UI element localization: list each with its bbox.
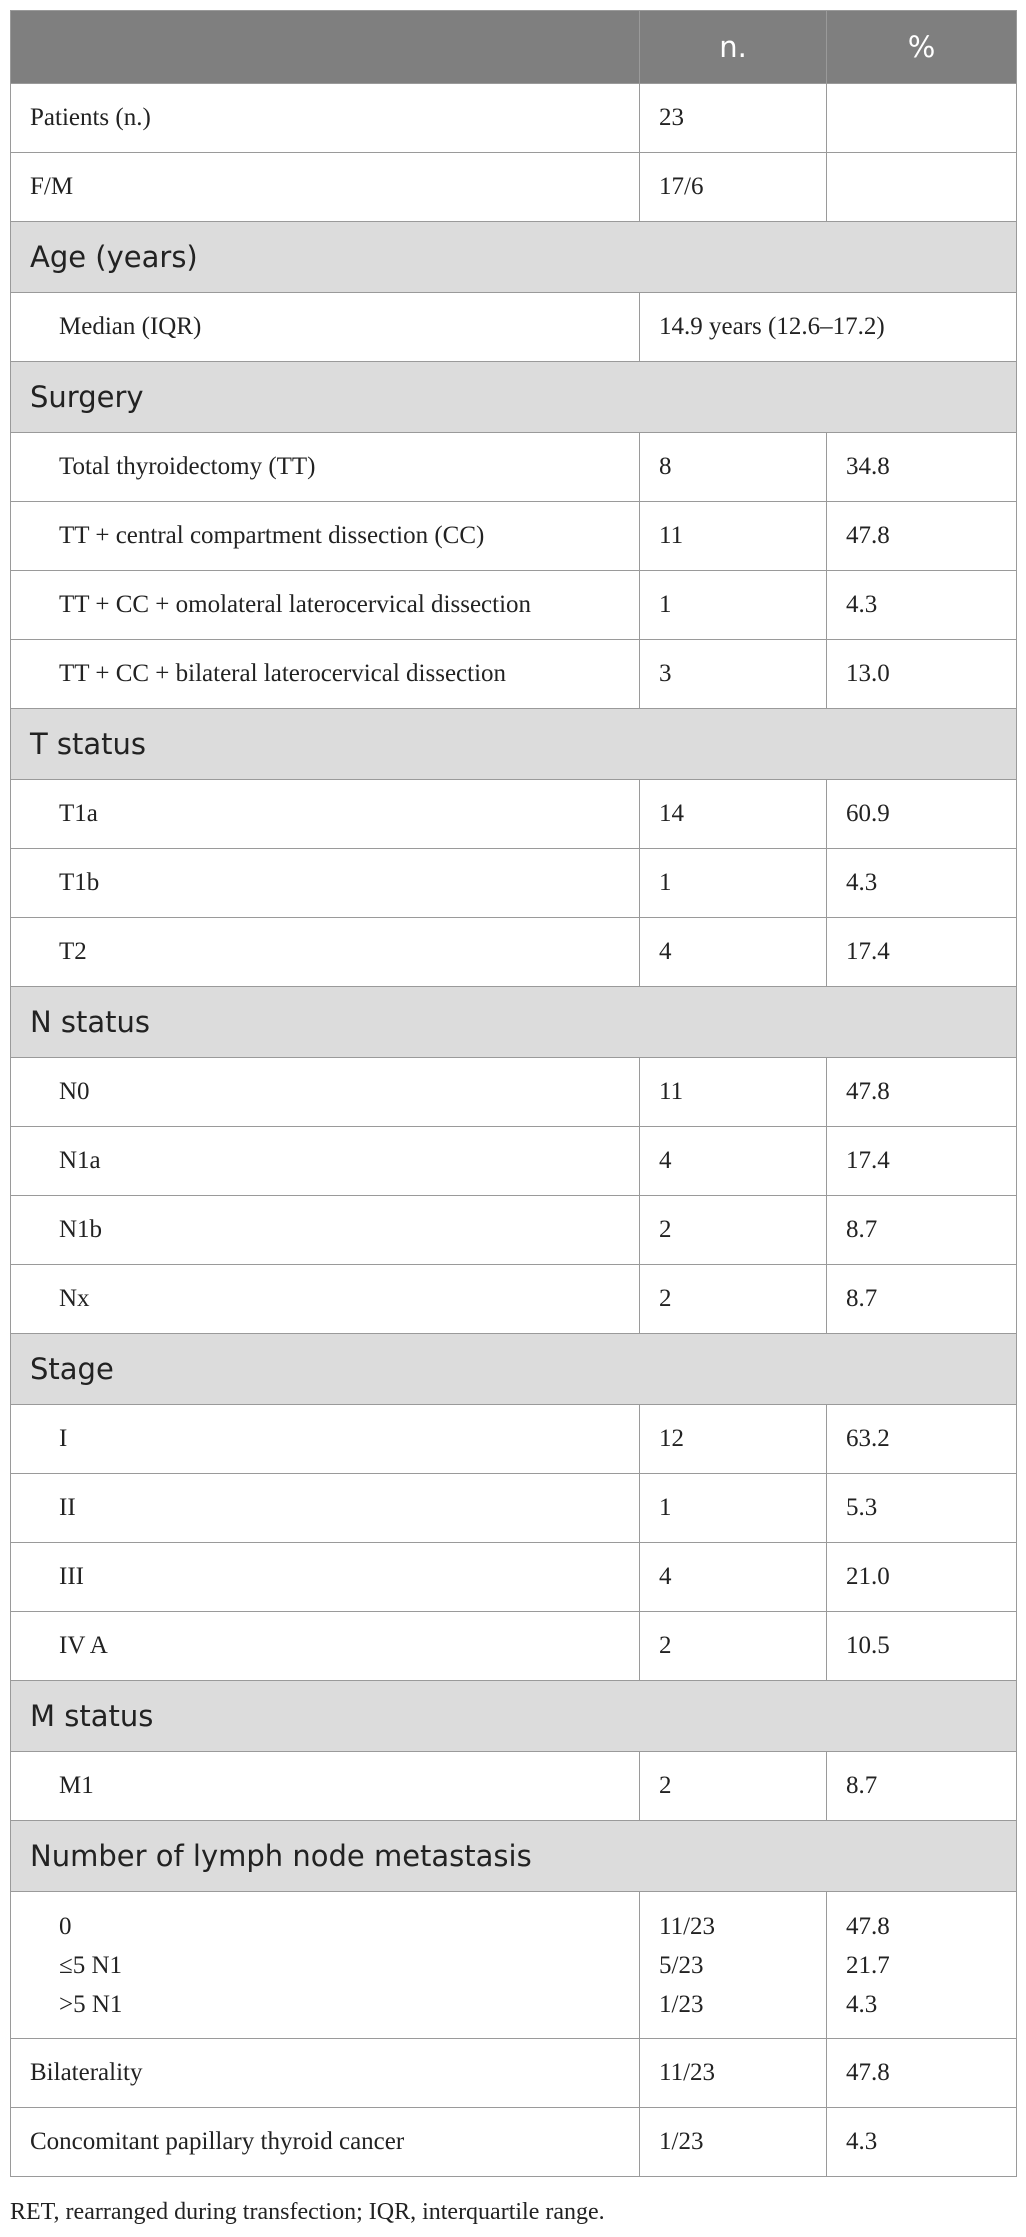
row-label: T1b [11, 849, 640, 918]
header-n: n. [640, 11, 827, 84]
table-row [11, 640, 1017, 709]
section-header-m-status [11, 1681, 1017, 1752]
row-pct: 17.4 [827, 918, 1017, 987]
row-pct: 8.7 [827, 1265, 1017, 1334]
row-n: 11 [640, 502, 827, 571]
section-header-t-status [11, 709, 1017, 780]
row-n: 17/6 [640, 153, 827, 222]
row-pct: 8.7 [827, 1752, 1017, 1821]
row-label [11, 1892, 640, 2039]
row-n: 12 [640, 1405, 827, 1474]
row-n: 11/23 [640, 2039, 827, 2108]
table-row [11, 1127, 1017, 1196]
line-n: 5/23 [659, 1951, 704, 1979]
row-n: 11 [640, 1058, 827, 1127]
row-label: M1 [11, 1752, 640, 1821]
table-row [11, 84, 1017, 153]
section-header-n-status [11, 987, 1017, 1058]
section-header-stage [11, 1334, 1017, 1405]
row-label: TT + CC + bilateral laterocervical dissection [11, 640, 640, 709]
row-n: 4 [640, 1127, 827, 1196]
table-row [11, 1474, 1017, 1543]
row-pct [827, 1892, 1017, 2039]
section-title: Number of lymph node metastasis [11, 1821, 1017, 1892]
row-n: 1 [640, 571, 827, 640]
header-label [11, 11, 640, 84]
table-footnote: RET, rearranged during transfection; IQR, interquartile range. [10, 2199, 605, 2225]
table-row [11, 780, 1017, 849]
line-label: ≤5 N1 [59, 1951, 123, 1979]
row-label: Nx [11, 1265, 640, 1334]
patient-characteristics-table [10, 10, 1017, 2177]
row-label: II [11, 1474, 640, 1543]
row-pct: 4.3 [827, 571, 1017, 640]
row-pct: 17.4 [827, 1127, 1017, 1196]
row-n [640, 1892, 827, 2039]
row-n: 2 [640, 1752, 827, 1821]
row-pct: 13.0 [827, 640, 1017, 709]
table-row-multiline [11, 1892, 1017, 2039]
table-row [11, 1058, 1017, 1127]
section-title: T status [11, 709, 1017, 780]
table-row [11, 2039, 1017, 2108]
table-container [10, 10, 1016, 2177]
table-row [11, 2108, 1017, 2177]
row-pct: 5.3 [827, 1474, 1017, 1543]
section-title: M status [11, 1681, 1017, 1752]
row-pct: 8.7 [827, 1196, 1017, 1265]
table-row [11, 502, 1017, 571]
row-label: N1b [11, 1196, 640, 1265]
row-label: Median (IQR) [11, 293, 640, 362]
table-row [11, 1612, 1017, 1681]
row-value: 14.9 years (12.6–17.2) [640, 293, 1017, 362]
table-row [11, 571, 1017, 640]
row-label: T1a [11, 780, 640, 849]
row-label: Bilaterality [11, 2039, 640, 2108]
row-label: IV A [11, 1612, 640, 1681]
row-label: N0 [11, 1058, 640, 1127]
header-row [11, 11, 1017, 84]
section-title: Surgery [11, 362, 1017, 433]
table-row [11, 433, 1017, 502]
row-n: 2 [640, 1265, 827, 1334]
row-n: 4 [640, 1543, 827, 1612]
row-label: TT + CC + omolateral laterocervical dissection [11, 571, 640, 640]
row-n: 1 [640, 1474, 827, 1543]
table-row [11, 293, 1017, 362]
line-n: 1/23 [659, 1990, 704, 2018]
row-pct: 4.3 [827, 2108, 1017, 2177]
row-n: 1/23 [640, 2108, 827, 2177]
header-pct: % [827, 11, 1017, 84]
table-row [11, 918, 1017, 987]
row-n: 14 [640, 780, 827, 849]
row-pct: 60.9 [827, 780, 1017, 849]
line-pct: 47.8 [846, 1912, 890, 1940]
row-pct: 4.3 [827, 849, 1017, 918]
table-row [11, 1196, 1017, 1265]
section-title: Age (years) [11, 222, 1017, 293]
table-row [11, 1265, 1017, 1334]
row-n: 4 [640, 918, 827, 987]
row-n: 1 [640, 849, 827, 918]
line-n: 11/23 [659, 1912, 716, 1940]
line-label: >5 N1 [59, 1990, 123, 2018]
row-pct: 10.5 [827, 1612, 1017, 1681]
section-header-lymph-node [11, 1821, 1017, 1892]
row-pct [827, 153, 1017, 222]
row-n: 3 [640, 640, 827, 709]
row-pct: 47.8 [827, 502, 1017, 571]
row-pct: 47.8 [827, 2039, 1017, 2108]
table-row [11, 1543, 1017, 1612]
row-pct: 21.0 [827, 1543, 1017, 1612]
row-n: 8 [640, 433, 827, 502]
row-label: F/M [11, 153, 640, 222]
row-n: 23 [640, 84, 827, 153]
row-label: N1a [11, 1127, 640, 1196]
table-row [11, 1752, 1017, 1821]
section-title: N status [11, 987, 1017, 1058]
row-label: Concomitant papillary thyroid cancer [11, 2108, 640, 2177]
row-n: 2 [640, 1196, 827, 1265]
row-label: Total thyroidectomy (TT) [11, 433, 640, 502]
row-pct: 47.8 [827, 1058, 1017, 1127]
row-label: T2 [11, 918, 640, 987]
row-label: III [11, 1543, 640, 1612]
row-pct [827, 84, 1017, 153]
row-n: 2 [640, 1612, 827, 1681]
line-label: 0 [59, 1912, 72, 1940]
row-pct: 34.8 [827, 433, 1017, 502]
row-label: TT + central compartment dissection (CC) [11, 502, 640, 571]
section-header-age [11, 222, 1017, 293]
row-label: Patients (n.) [11, 84, 640, 153]
table-row [11, 153, 1017, 222]
section-header-surgery [11, 362, 1017, 433]
row-label: I [11, 1405, 640, 1474]
table-row [11, 849, 1017, 918]
line-pct: 21.7 [846, 1951, 890, 1979]
section-title: Stage [11, 1334, 1017, 1405]
row-pct: 63.2 [827, 1405, 1017, 1474]
table-row [11, 1405, 1017, 1474]
line-pct: 4.3 [846, 1990, 878, 2018]
